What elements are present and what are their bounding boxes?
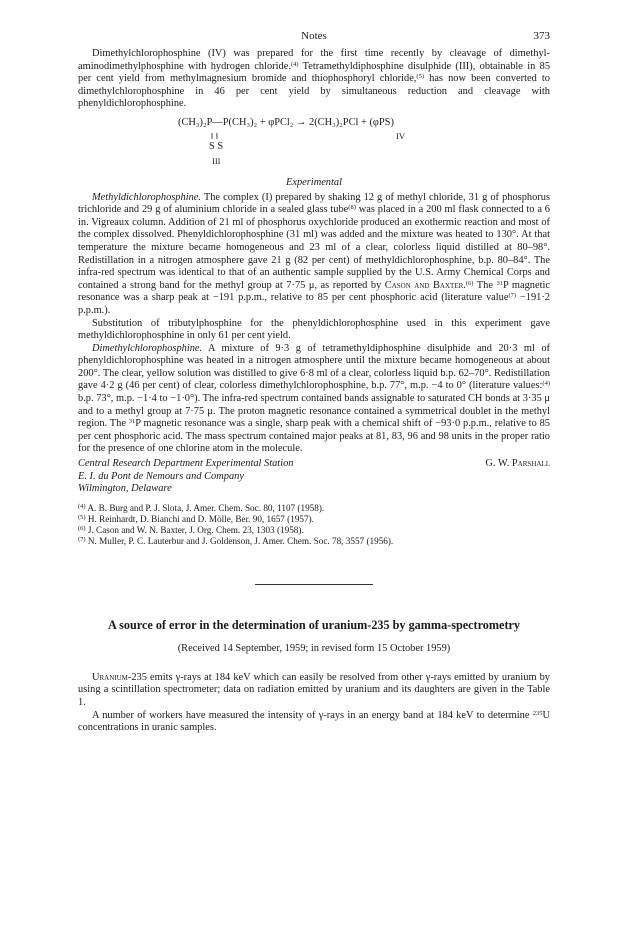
affiliation-line-3: Wilmington, Delaware <box>78 483 172 495</box>
reference-number: (7) <box>78 536 86 544</box>
article-divider <box>255 584 373 585</box>
citation-8: (8) <box>348 204 356 212</box>
page-number: 373 <box>533 30 550 42</box>
reference-text: J. Cason and W. N. Baxter, J. Org. Chem. 23, 1303 (1958). <box>85 525 304 536</box>
methyl-text-d: P magnetic resonance was a sharp peak at −191 p.p.m., relative to 85 per cent phosphoric acid (literature value <box>78 279 550 304</box>
reference-number: (4) <box>78 502 86 510</box>
reference-number: (6) <box>78 525 86 533</box>
uranium-text-2: A number of workers have measured the intensity of γ-rays in an energy band at 184 keV to determine <box>92 709 533 721</box>
compound-label-IV: IV <box>396 130 405 141</box>
dimethyl-text-b: b.p. 73°, m.p. −1·4 to −1·0°). The infra-red spectrum contained bands assignable to saturated CH bonds at 3·35 μ and to a methyl group at 7·75 μ. The proton magnetic resonance contained a symmetrical doublet in the methyl region. The <box>78 393 550 430</box>
equation-line: (CH₃)₂P—P(CH₃)₂ + φPCl₂ → 2(CH₃)₂PCl + (φPS) <box>178 116 394 128</box>
affiliation-line-2: E. I. du Pont de Nemours and Company <box>78 470 244 482</box>
equation-bonds: ‖ ‖ <box>211 130 218 141</box>
citation-7: (7) <box>508 292 517 300</box>
journal-page <box>78 30 550 735</box>
isotope-235: 235 <box>532 709 543 717</box>
dimethyl-text-a: A mixture of 9·3 g of tetramethyldiphosphine disulphide and 20·3 ml of phenyldichlorophosphine was heated in a nitrogen atmosphere until the mixture became homogeneous at about 200°. The clear, yellow solution was distilled to give 6·8 ml of a clear, colorless liquid b.p. 62–70°. Redistillation gave 4·2 g (46 per cent) of clear, colorless dimethylchlorophosphine, b.p. 77°, m.p. −4 to 0° (literature values: <box>78 342 550 392</box>
methyl-text-e: −191·2 p.p.m.). <box>78 292 550 316</box>
reference-item <box>78 525 550 536</box>
intro-text-2: Tetramethyldiphosphine disulphide (III), obtainable in 85 per cent yield from methylmagnesium bromide and thiophosphoryl chloride, <box>78 60 551 85</box>
equation-sulfurs: S S <box>209 140 224 152</box>
reference-list <box>78 503 550 548</box>
intro-paragraph <box>78 48 550 111</box>
uranium-paragraph-2 <box>78 710 550 735</box>
citation-6: (6) <box>465 279 474 287</box>
running-head <box>78 30 550 48</box>
reference-item <box>78 514 550 525</box>
reference-number: (5) <box>78 514 86 522</box>
uranium-text-3: U concentrations in uranic samples. <box>78 709 550 734</box>
affiliation-line-1: Central Research Department Experimental Station <box>78 458 294 470</box>
reference-text: A. B. Burg and P. J. Slota, J. Amer. Chem. Soc. 80, 1107 (1958). <box>85 502 325 513</box>
methyl-text-c: The <box>473 279 497 291</box>
reaction-equation <box>78 115 550 171</box>
isotope-31: 31 <box>496 279 503 287</box>
dimethyl-text-c: P magnetic resonance was a single, sharp peak with a chemical shift of −93·0 p.p.m., relative to 85 per cent phosphoric acid. The mass spectrum contained major peaks at 81, 83, 96 and 98 units in the proper ratio for the presence of one chlorine atom in the molecule. <box>78 418 550 455</box>
received-dates: (Received 14 September, 1959; in revised form 15 October 1959) <box>177 643 451 655</box>
affiliation-block <box>78 458 550 496</box>
dimethyl-subheading: Dimethylchlorophosphine. <box>92 342 203 354</box>
citation-4b: (4) <box>542 380 550 388</box>
substitution-paragraph: Substitution of tributylphosphine for the phenyldichlorophosphine used in this experiment gave methyldichlorophosphine in only 61 per cent yield. <box>78 317 550 342</box>
methyl-subheading: Methyldichlorophosphine. <box>92 191 201 203</box>
citation-5: (5) <box>416 73 425 81</box>
article-title: A source of error in the determination of uranium-235 by gamma-spectrometry <box>107 617 521 632</box>
methyl-text-b: was placed in a 200 ml flask connected to a 6 in. Vigreaux column. Addition of 21 ml of phosphorus oxychloride produced an exothermic reaction and most of the complex dissolved. Phenyldichlorophosphine (31 ml) was added and the mixture was heated to 130°. At that temperature the mixture became homogeneous and 23 ml of a clear, colorless liquid distilled at 80–98°. Redistillation in a nitrogen atmosphere gave 21 g (82 per cent) of methyldichlorophosphine, b.p. 80–84°. The infra-red spectrum was identical to that of an authentic sample supplied by the U.S. Army Chemical Corps and contained a strong band for the methyl group at 7·75 μ, as reported by <box>78 204 550 291</box>
methyl-paragraph <box>78 192 550 318</box>
methyl-text-a: The complex (I) prepared by shaking 12 g of methyl chloride, 31 g of phosphorus trichloride and 29 g of aluminium chloride in a sealed glass tube <box>78 191 550 216</box>
author-signature: G. W. Parshall <box>485 458 550 470</box>
reference-text: N. Muller, P. C. Lauterbur and J. Goldenson, J. Amer. Chem. Soc. 78, 3557 (1956). <box>85 536 394 547</box>
compound-label-III: III <box>212 155 221 166</box>
section-heading-experimental: Experimental <box>286 176 342 188</box>
intro-text-1: Dimethylchlorophosphine (IV) was prepared for the first time recently by cleavage of dimethyl-aminodimethylphosphine with hydrogen chloride. <box>78 48 550 72</box>
intro-text-3: has now been converted to dimethylchlorophosphine in 46 per cent yield by simultaneous reduction and cleavage with phenyldichlorophosphine. <box>78 73 550 110</box>
uranium-lead: Uranium <box>92 671 128 683</box>
reference-item <box>78 536 550 547</box>
isotope-31b: 31 <box>128 418 136 426</box>
reference-item <box>78 503 550 514</box>
citation-4: (4) <box>290 60 299 68</box>
dimethyl-paragraph <box>78 343 550 456</box>
author-cason-baxter: Cason and Baxter. <box>384 279 466 291</box>
reference-text: H. Reinhardt, D. Bianchi and D. Mölle, Ber. 90, 1657 (1957). <box>85 514 314 525</box>
uranium-paragraph-1 <box>78 672 550 710</box>
running-title: Notes <box>301 30 327 42</box>
uranium-text-1: -235 emits γ-rays at 184 keV which can easily be resolved from other γ-rays emitted by uranium by using a scintillation spectrometer; data on radiation emitted by uranium and its daughters are given in the Table 1. <box>78 671 550 708</box>
